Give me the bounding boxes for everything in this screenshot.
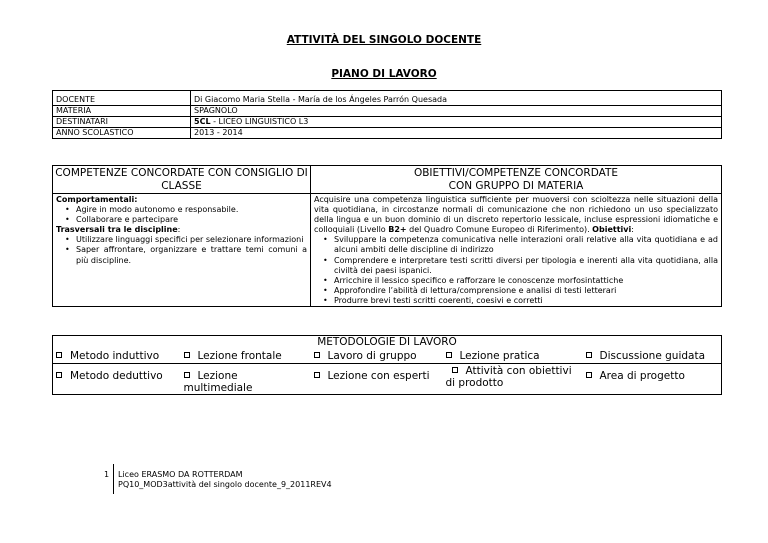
checkbox-icon[interactable] — [314, 352, 320, 358]
destinatari-rest: - LICEO LINGUISTICO L3 — [210, 117, 309, 126]
obiettivi-level: B2+ — [388, 225, 407, 235]
method-label-continued: di prodotto — [445, 377, 504, 389]
method-item[interactable] — [311, 364, 443, 395]
method-item[interactable] — [53, 364, 181, 395]
checkbox-icon[interactable] — [586, 372, 592, 378]
left-header-line-2: CLASSE — [161, 180, 202, 192]
competenze-left-body — [53, 194, 311, 307]
list-item: • Comprendere e interpretare testi scritti diversi per tipologia e inerenti alla vita quotidiana, alla civiltà dei paesi ispanici. — [314, 256, 718, 276]
trasversali-colon: : — [177, 225, 181, 235]
metodologie-row-1 — [53, 349, 722, 364]
trasversali-list — [56, 235, 307, 265]
info-row-materia — [53, 106, 722, 117]
checkbox-icon[interactable] — [184, 352, 190, 358]
competenze-left-header — [53, 166, 311, 194]
list-item: • Approfondire l’abilità di lettura/comprensione e analisi di testi letterari — [314, 286, 718, 296]
checkbox-icon[interactable] — [56, 352, 62, 358]
method-label: Lezione pratica — [459, 349, 540, 362]
obiettivi-intro — [314, 195, 718, 235]
right-header-line-1: OBIETTIVI/COMPETENZE CONCORDATE — [413, 167, 619, 179]
method-item[interactable] — [443, 364, 583, 395]
competenze-right-body — [311, 194, 722, 307]
checkbox-icon[interactable] — [586, 352, 592, 358]
anno-value: 2013 - 2014 — [191, 128, 722, 139]
info-row-destinatari — [53, 117, 722, 128]
checkbox-icon[interactable] — [446, 352, 452, 358]
method-label: Attività con obiettivi — [465, 365, 572, 377]
competenze-header-row — [53, 166, 722, 194]
competenze-body-row — [53, 194, 722, 307]
trasversali-label: Trasversali tra le discipline — [56, 225, 178, 235]
comportamentali-label: Comportamentali: — [56, 195, 138, 204]
method-item[interactable] — [181, 364, 311, 395]
materia-value: SPAGNOLO — [191, 106, 722, 117]
anno-label: ANNO SCOLASTICO — [53, 128, 191, 139]
info-table — [52, 90, 722, 139]
list-item: • Utilizzare linguaggi specifici per selezionare informazioni — [56, 235, 307, 245]
method-label: Metodo induttivo — [70, 349, 160, 362]
obiettivi-intro-text-2: del Quadro Comune Europeo di Riferimento). — [406, 225, 593, 235]
method-label: Lezione multimediale — [183, 370, 253, 394]
list-item: • Collaborare e partecipare — [56, 215, 307, 225]
destinatari-class: 5CL — [194, 117, 211, 126]
method-label: Area di progetto — [599, 370, 685, 382]
obiettivi-intro-text-1: Acquisire una competenza linguistica sufficiente per muoversi con scioltezza nelle situazioni della vita quotidiana, in circostanze normali di comunicazione che non richiedono un uso specializzato della lingua e un buon dominio di un discreto repertorio lessicale, incluse espressioni idiomatiche e colloquiali (Livello — [314, 195, 718, 235]
materia-label: MATERIA — [53, 106, 191, 117]
list-item: • Agire in modo autonomo e responsabile. — [56, 205, 307, 215]
method-item[interactable] — [181, 349, 311, 364]
competenze-table — [52, 165, 722, 307]
metodologie-header-row — [53, 336, 722, 349]
docente-value: Di Giacomo Maria Stella - María de los Ángeles Parrón Quesada — [191, 91, 722, 106]
method-item[interactable] — [583, 349, 722, 364]
method-item[interactable] — [443, 349, 583, 364]
method-item[interactable] — [53, 349, 181, 364]
metodologie-header: METODOLOGIE DI LAVORO — [53, 336, 722, 349]
method-label: Metodo deduttivo — [70, 370, 163, 382]
info-row-docente — [53, 91, 722, 106]
list-item: • Produrre brevi testi scritti coerenti, coesivi e corretti — [314, 296, 718, 306]
checkbox-icon[interactable] — [56, 372, 62, 378]
info-row-anno — [53, 128, 722, 139]
destinatari-label: DESTINATARI — [53, 117, 191, 128]
obiettivi-label: Obiettivi — [592, 225, 632, 235]
method-label: Lezione frontale — [197, 349, 282, 362]
method-item[interactable] — [583, 364, 722, 395]
method-label: Lavoro di gruppo — [327, 349, 417, 362]
metodologie-row-2 — [53, 364, 722, 395]
obiettivi-list — [314, 235, 718, 306]
checkbox-icon[interactable] — [314, 372, 320, 378]
document-title: ATTIVITÀ DEL SINGOLO DOCENTE — [286, 34, 482, 46]
docente-label: DOCENTE — [53, 91, 191, 106]
list-item: • Saper affrontare, organizzare e trattare temi comuni a più discipline. — [56, 245, 307, 265]
metodologie-table — [52, 335, 722, 395]
footer-school: Liceo ERASMO DA ROTTERDAM — [118, 470, 243, 479]
document-subtitle: PIANO DI LAVORO — [331, 68, 437, 80]
comportamentali-list — [56, 205, 307, 225]
trasversali-heading — [56, 225, 307, 235]
destinatari-value — [191, 117, 722, 128]
left-header-line-1: COMPETENZE CONCORDATE CON CONSIGLIO DI — [55, 167, 308, 179]
method-label: Lezione con esperti — [327, 370, 430, 382]
checkbox-icon[interactable] — [184, 372, 190, 378]
checkbox-icon[interactable] — [452, 367, 458, 373]
obiettivi-colon: : — [631, 225, 634, 235]
method-label: Discussione guidata — [599, 349, 706, 362]
page-number: 1 — [104, 470, 110, 479]
list-item: • Arricchire il lessico specifico e rafforzare le conoscenze morfosintattiche — [314, 276, 718, 286]
footer-divider — [113, 464, 114, 494]
competenze-right-header — [311, 166, 722, 194]
right-header-line-2: CON GRUPPO DI MATERIA — [448, 180, 584, 192]
method-item[interactable] — [311, 349, 443, 364]
list-item: • Sviluppare la competenza comunicativa nelle interazioni orali relative alla vita quotidiana e ad alcuni ambiti delle discipline di indirizzo — [314, 235, 718, 255]
footer-doc-code: PQ10_MOD3attività del singolo docente_9_2011REV4 — [118, 480, 332, 489]
